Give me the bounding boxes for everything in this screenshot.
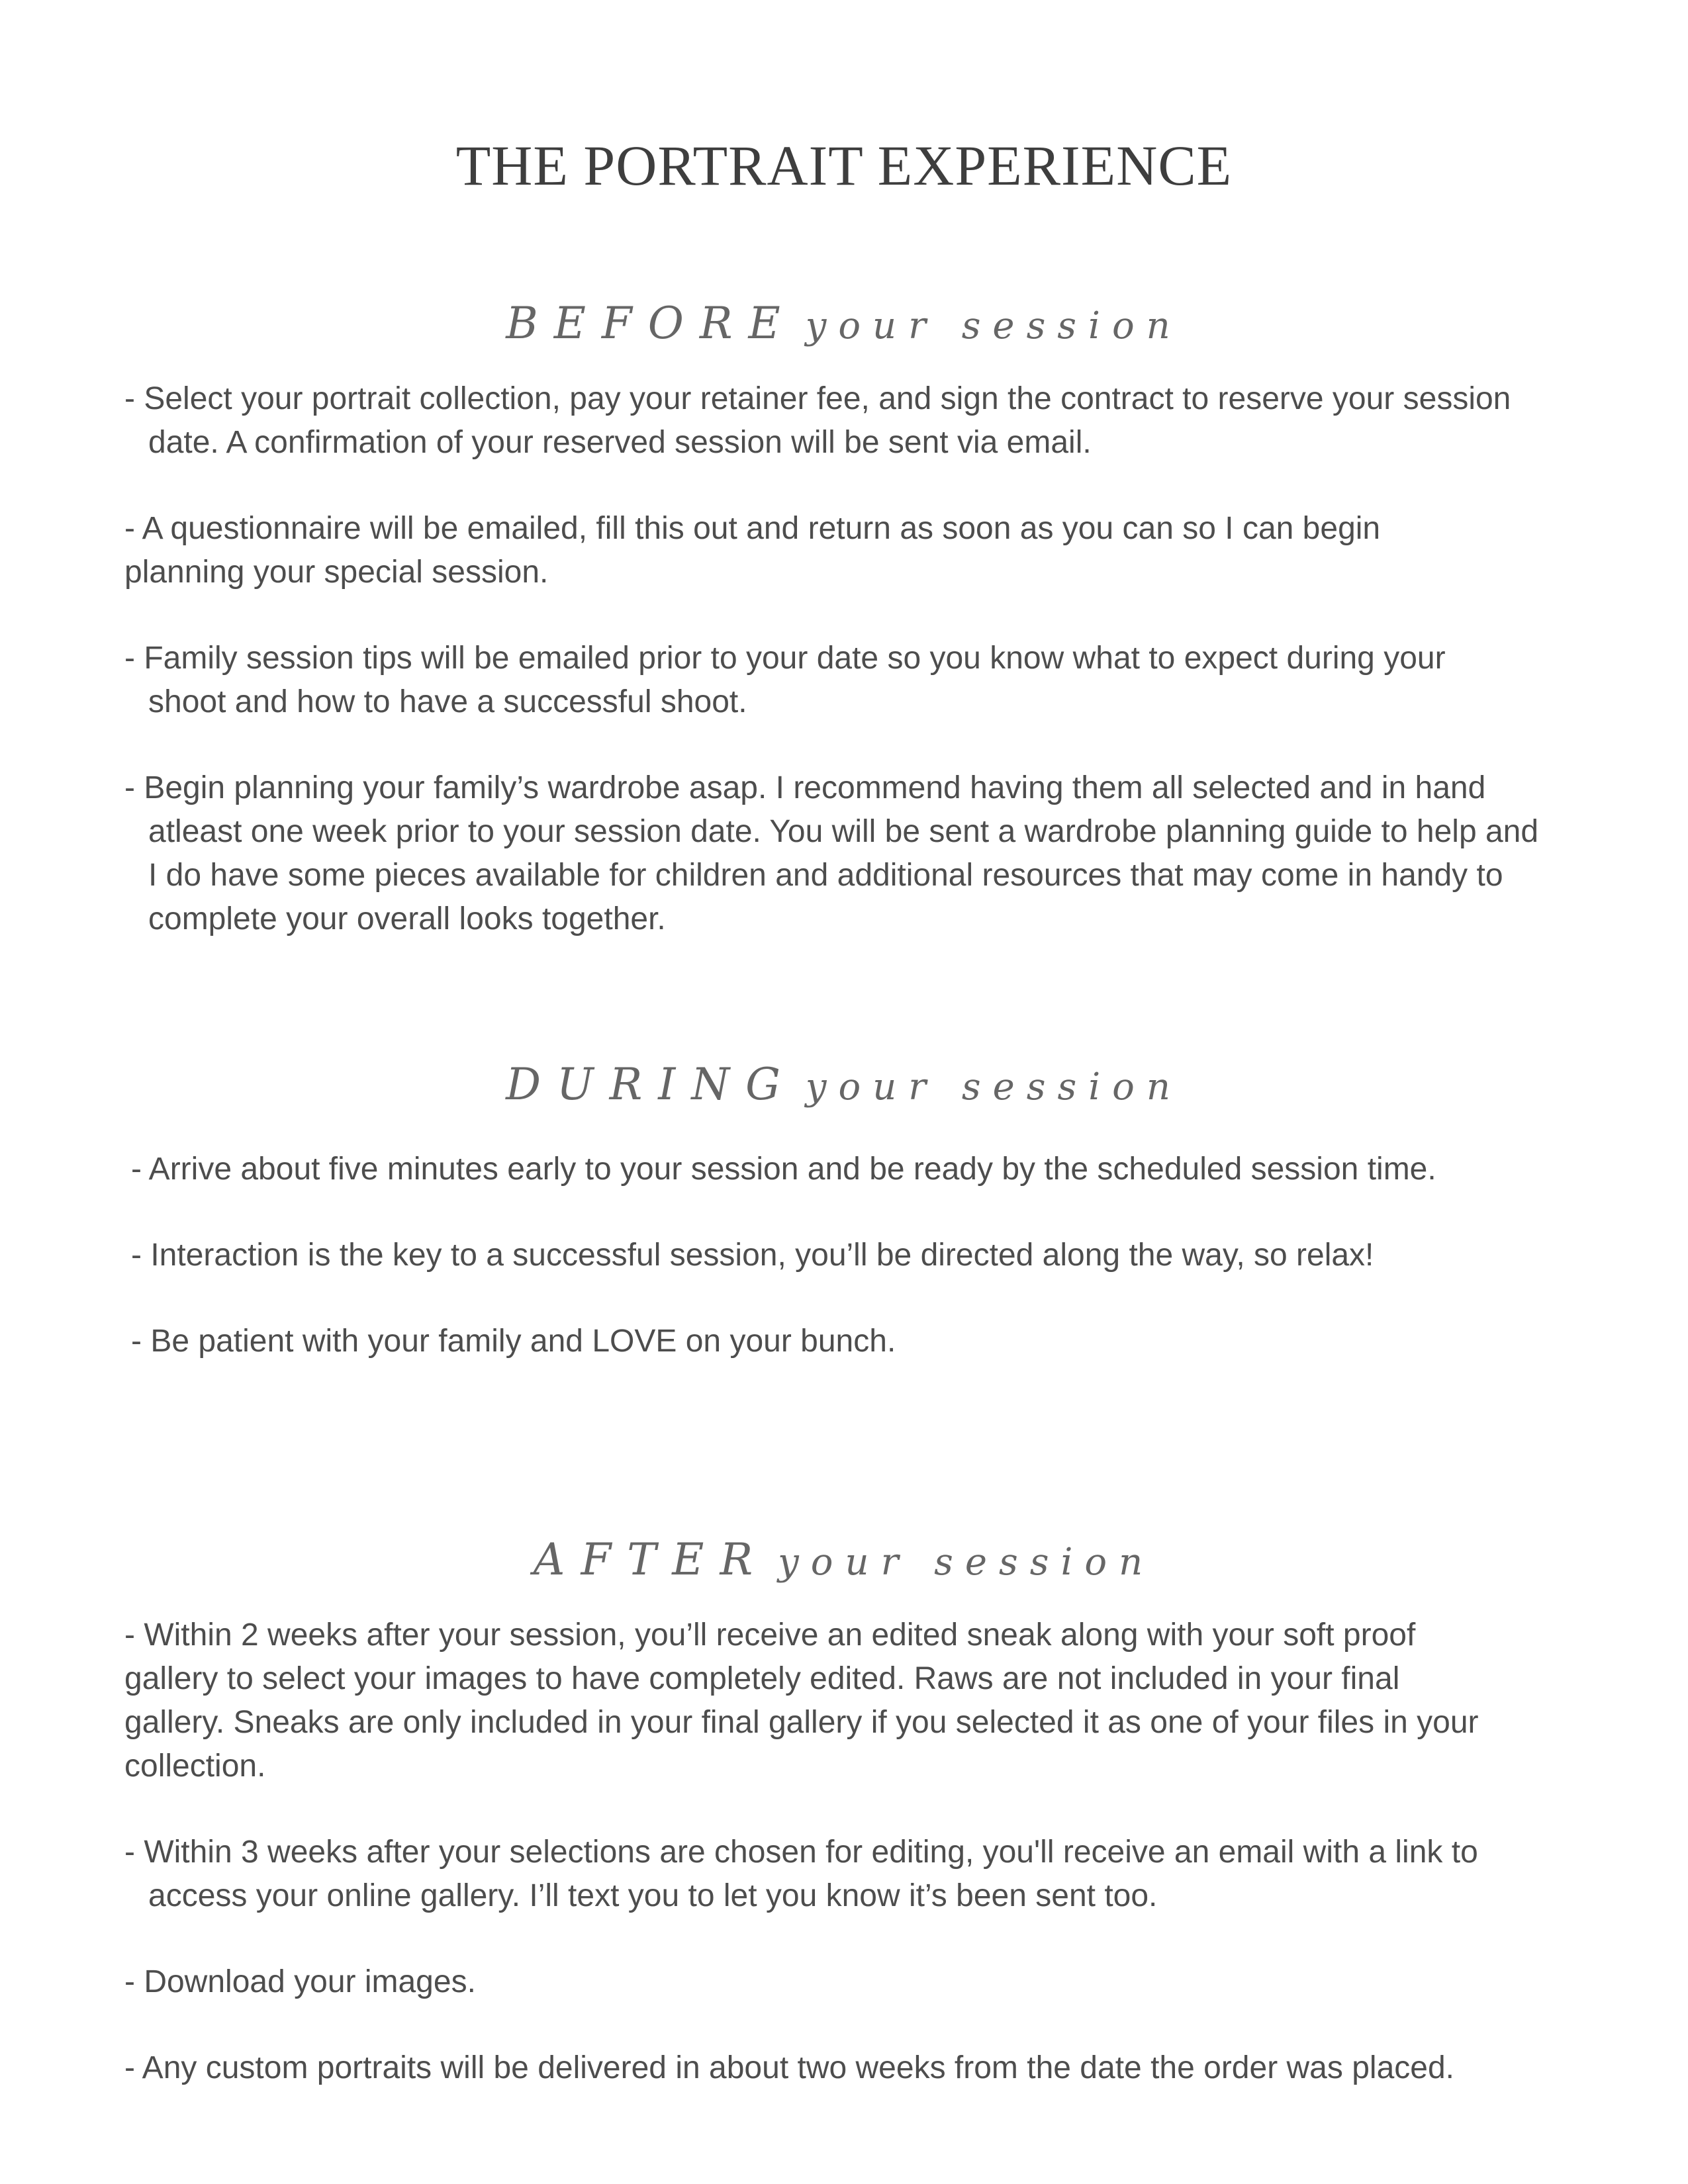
before-item-2-line-2: planning your special session. bbox=[124, 555, 549, 590]
heading-sub: your session bbox=[805, 304, 1182, 347]
before-item-2-line-1: - A questionnaire will be emailed, fill this out and return as soon as you can so I can begin bbox=[124, 511, 1381, 546]
during-item-2: - Interaction is the key to a successful session, you’ll be directed along the way, so relax! bbox=[131, 1238, 1374, 1273]
after-item-1-line-2: gallery to select your images to have completely edited. Raws are not included in your final bbox=[124, 1661, 1400, 1696]
before-item-1-line-2: date. A confirmation of your reserved session will be sent via email. bbox=[148, 425, 1092, 460]
heading-main: DURING bbox=[506, 1059, 796, 1110]
heading-main: BEFORE bbox=[506, 298, 796, 349]
after-item-4: - Any custom portraits will be delivered in about two weeks from the date the order was placed. bbox=[124, 2050, 1454, 2085]
during-item-3: - Be patient with your family and LOVE on your bunch. bbox=[131, 1324, 896, 1359]
section-heading-after bbox=[0, 1534, 1688, 1585]
before-item-1-line-1: - Select your portrait collection, pay your retainer fee, and sign the contract to reserve your session bbox=[124, 381, 1511, 416]
before-item-3-line-2: shoot and how to have a successful shoot. bbox=[148, 684, 747, 719]
heading-sub: your session bbox=[805, 1066, 1182, 1109]
section-heading-before bbox=[0, 298, 1688, 349]
page-title: THE PORTRAIT EXPERIENCE bbox=[455, 134, 1233, 197]
section-heading-during bbox=[0, 1059, 1688, 1110]
heading-main: AFTER bbox=[533, 1534, 769, 1585]
after-item-1-line-4: collection. bbox=[124, 1749, 266, 1784]
after-item-1-line-3: gallery. Sneaks are only included in your final gallery if you selected it as one of your files in your bbox=[124, 1705, 1479, 1740]
before-item-4-line-2: atleast one week prior to your session date. You will be sent a wardrobe planning guide to help and bbox=[148, 814, 1539, 849]
after-item-2-line-1: - Within 3 weeks after your selections are chosen for editing, you'll receive an email with a link to bbox=[124, 1835, 1478, 1870]
after-item-3: - Download your images. bbox=[124, 1964, 476, 1999]
after-item-2-line-2: access your online gallery. I’ll text you to let you know it’s been sent too. bbox=[148, 1878, 1158, 1913]
before-item-4-line-4: complete your overall looks together. bbox=[148, 901, 666, 936]
before-item-4-line-3: I do have some pieces available for children and additional resources that may come in handy to bbox=[148, 858, 1503, 893]
before-item-3-line-1: - Family session tips will be emailed prior to your date so you know what to expect during your bbox=[124, 641, 1446, 676]
after-item-1-line-1: - Within 2 weeks after your session, you’ll receive an edited sneak along with your soft proof bbox=[124, 1617, 1416, 1653]
before-item-4-line-1: - Begin planning your family’s wardrobe asap. I recommend having them all selected and in hand bbox=[124, 770, 1486, 805]
heading-sub: your session bbox=[778, 1541, 1155, 1584]
during-item-1: - Arrive about five minutes early to your session and be ready by the scheduled session time. bbox=[131, 1152, 1436, 1187]
